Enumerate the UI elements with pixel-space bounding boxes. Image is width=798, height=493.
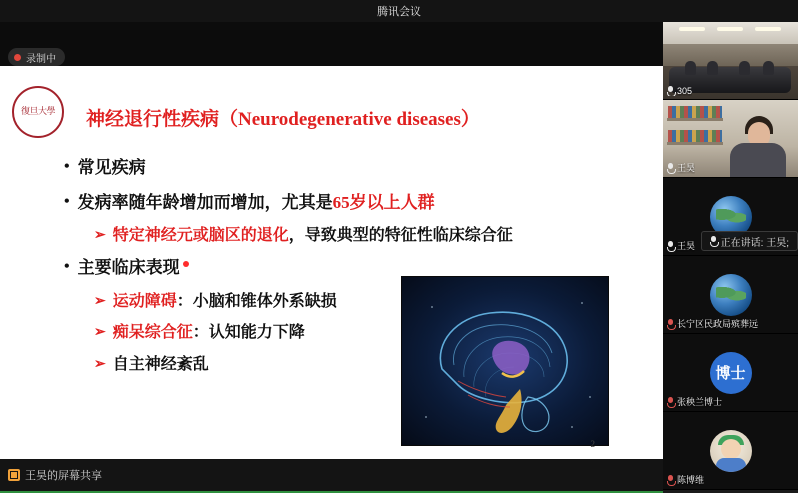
microphone-muted-icon	[667, 397, 674, 407]
participant-tile[interactable]	[663, 100, 798, 178]
microphone-icon	[667, 241, 674, 251]
active-speaker-banner	[701, 231, 798, 251]
participant-name-label: 王昊	[677, 163, 696, 173]
active-speaker-label: 正在讲话: 王昊;	[720, 237, 789, 249]
sub-bullet-text	[113, 293, 337, 311]
sub-bullet-text-red: 特定神经元或脑区的退化	[112, 227, 289, 245]
screen-share-icon	[8, 469, 20, 481]
person-body	[730, 143, 786, 177]
ceiling-light	[755, 27, 781, 31]
avatar	[710, 352, 752, 394]
arrow-bullet-icon: ➢	[94, 228, 106, 244]
bullet-text	[78, 193, 435, 213]
sub-bullet-text-rest: ，导致典型的特征性临床综合征	[288, 227, 513, 245]
bullet-text-highlight: 65岁以上人群	[332, 192, 435, 212]
sub-bullet-text: 自主神经紊乱	[112, 355, 209, 373]
microphone-icon	[667, 163, 674, 173]
window-titlebar	[0, 0, 798, 22]
participant-name	[667, 473, 704, 486]
microphone-muted-icon	[667, 475, 674, 485]
logo-text: 復旦大學	[20, 106, 55, 117]
shelf	[667, 118, 723, 121]
shared-screen-stage[interactable]	[0, 22, 663, 493]
seated-person	[739, 61, 750, 75]
seated-person	[763, 61, 774, 75]
presentation-slide	[0, 66, 663, 459]
arrow-bullet-icon: ➢	[94, 356, 106, 372]
microphone-muted-icon	[667, 319, 674, 329]
participant-name-label: 长宁区民政局殡葬远	[677, 319, 759, 329]
bullet-text-plain: 发病率随年龄增加而增加，尤其是	[77, 192, 333, 212]
participant-name-label: 305	[677, 86, 693, 96]
bullet-text	[78, 258, 189, 278]
ceiling-light	[679, 27, 705, 31]
brain-core-shape	[492, 341, 529, 375]
avatar	[710, 274, 752, 316]
participant-name-label: 张秧兰博士	[677, 397, 723, 407]
laser-pointer-icon	[183, 261, 189, 267]
arrow-bullet-icon: ➢	[94, 294, 106, 310]
participant-rail[interactable]	[663, 22, 798, 493]
bullet-dot-icon: •	[64, 158, 70, 175]
avatar-text: 博士	[715, 366, 746, 382]
bullet-text: 常见疾病	[77, 158, 146, 177]
sub-bullet-text	[113, 227, 513, 245]
shelf	[667, 142, 723, 145]
participant-name	[667, 86, 692, 96]
books	[668, 130, 722, 142]
participant-name	[667, 161, 695, 174]
participant-name-label: 陈博维	[677, 475, 705, 485]
seated-person	[685, 61, 696, 75]
participant-name	[667, 239, 695, 252]
brain-illustration-svg	[402, 277, 609, 446]
slide-page-number: 2	[590, 439, 595, 449]
brain-illustration-image	[401, 276, 609, 446]
sub-bullet-item	[94, 227, 644, 245]
microphone-icon	[710, 236, 717, 246]
recording-label: 录制中	[26, 53, 56, 65]
sub-bullet-text-rest: ：小脑和锥体外系缺损	[176, 293, 337, 311]
avatar-face	[721, 439, 741, 459]
sub-bullet-text-rest: ：认知能力下降	[192, 324, 305, 342]
participant-name-label: 王昊	[677, 241, 696, 251]
participant-tile[interactable]	[663, 412, 798, 490]
participant-name	[667, 395, 722, 408]
participant-tile[interactable]	[663, 334, 798, 412]
share-status	[8, 467, 102, 483]
bullet-text-plain: 主要临床表现	[77, 258, 180, 278]
wall	[663, 44, 798, 66]
share-status-bar	[0, 459, 663, 493]
avatar-suit	[716, 458, 746, 472]
sub-bullet-text	[113, 324, 305, 342]
ceiling-light	[717, 27, 743, 31]
seated-person	[707, 61, 718, 75]
sub-bullet-text-red: 痴呆综合征	[112, 324, 193, 342]
bullet-dot-icon: •	[64, 258, 70, 276]
arrow-bullet-icon: ➢	[94, 325, 106, 341]
record-dot-icon	[14, 54, 21, 61]
bullet-item	[64, 193, 644, 213]
sub-bullet-text-red: 运动障碍	[112, 293, 177, 311]
recording-indicator[interactable]	[8, 48, 65, 66]
participant-tile[interactable]	[663, 22, 798, 100]
bullet-dot-icon: •	[64, 192, 70, 210]
avatar	[710, 430, 752, 472]
university-logo-icon	[12, 86, 64, 138]
microphone-icon	[667, 86, 674, 96]
bullet-item	[64, 158, 644, 178]
ceiling	[663, 22, 798, 44]
app-title: 腾讯会议	[377, 6, 421, 18]
participant-name	[667, 317, 758, 330]
books	[668, 106, 722, 118]
slide-title: 神经退行性疾病（Neurodegenerative diseases）	[86, 109, 480, 130]
share-status-label: 王昊的屏幕共享	[25, 470, 102, 482]
participant-tile[interactable]	[663, 256, 798, 334]
